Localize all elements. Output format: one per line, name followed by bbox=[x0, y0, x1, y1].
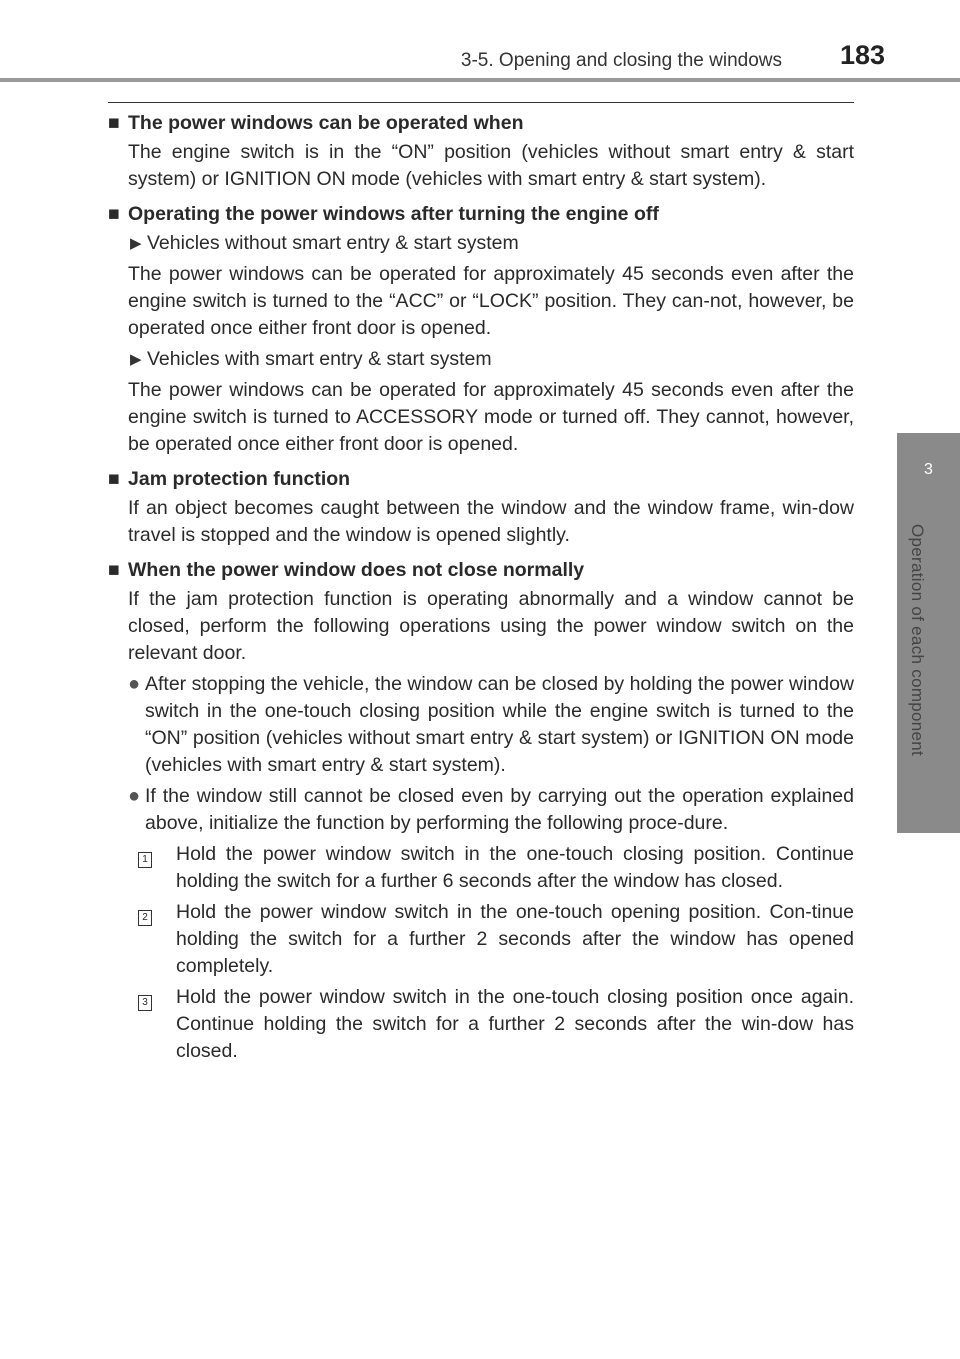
sub-heading-text: Vehicles with smart entry & start system bbox=[147, 348, 492, 370]
list-item-text: After stopping the vehicle, the window can be closed by holding the power window switch in the one-touch closing position while the engine switch is turned to the “ON” position (vehicles without smart entry & start system) or IGNITION ON mode (vehicles with smart entry & start system). bbox=[145, 673, 854, 776]
square-bullet-icon: ■ bbox=[108, 112, 120, 134]
header-rule bbox=[0, 78, 960, 82]
heading-text: Jam protection function bbox=[128, 468, 351, 490]
step-item bbox=[138, 984, 854, 1065]
list-item bbox=[128, 671, 854, 779]
sub-heading-text: Vehicles without smart entry & start system bbox=[147, 232, 519, 254]
step-text: Hold the power window switch in the one-touch opening position. Con-tinue holding the switch for a further 2 seconds after the window has opened completely. bbox=[176, 901, 854, 977]
sub-heading bbox=[128, 230, 854, 257]
step-number-box: 1 bbox=[138, 852, 152, 868]
square-bullet-icon: ■ bbox=[108, 468, 120, 490]
step-text: Hold the power window switch in the one-touch closing position once again. Continue holding the switch for a further 2 seconds after the win-dow has closed. bbox=[176, 986, 854, 1062]
circle-bullet-icon: ● bbox=[128, 673, 141, 695]
circle-bullet-icon: ● bbox=[128, 785, 141, 807]
heading-text: When the power window does not close normally bbox=[128, 559, 585, 581]
step-number-box: 3 bbox=[138, 995, 152, 1011]
list-item bbox=[128, 783, 854, 837]
paragraph: If an object becomes caught between the window and the window frame, win-dow travel is stopped and the window is opened slightly. bbox=[128, 497, 854, 546]
list-item-text: If the window still cannot be closed even by carrying out the operation explained above, initialize the function by performing the following proce-dure. bbox=[145, 785, 854, 834]
paragraph: The engine switch is in the “ON” position (vehicles without smart entry & start system) or IGNITION ON mode (vehicles with smart entry & start system). bbox=[128, 141, 854, 190]
step-item bbox=[138, 841, 854, 895]
paragraph: The power windows can be operated for approximately 45 seconds even after the engine switch is turned to the “ACC” or “LOCK” position. They can-not, however, be operated once either front door is opened. bbox=[128, 263, 854, 339]
paragraph: The power windows can be operated for approximately 45 seconds even after the engine switch is turned to ACCESSORY mode or turned off. They cannot, however, be operated once either front door is opened. bbox=[128, 379, 854, 455]
heading-text: Operating the power windows after turning the engine off bbox=[128, 203, 659, 225]
sub-heading bbox=[128, 346, 854, 373]
chapter-title: Operation of each component bbox=[908, 524, 927, 757]
page-number: 183 bbox=[839, 40, 885, 70]
step-item bbox=[138, 899, 854, 980]
chapter-number: 3 bbox=[924, 461, 933, 478]
heading-text: The power windows can be operated when bbox=[128, 112, 524, 134]
section-title: 3-5. Opening and closing the windows bbox=[460, 50, 782, 71]
content-rule bbox=[108, 102, 854, 103]
section-heading bbox=[108, 201, 854, 228]
step-text: Hold the power window switch in the one-touch closing position. Continue holding the switch for a further 6 seconds after the window has closed. bbox=[176, 843, 854, 892]
section-heading bbox=[108, 466, 854, 493]
section-heading bbox=[108, 557, 854, 584]
square-bullet-icon: ■ bbox=[108, 203, 120, 225]
step-number-box: 2 bbox=[138, 910, 152, 926]
page-content bbox=[108, 110, 854, 1069]
section-heading bbox=[108, 110, 854, 137]
arrow-right-icon: ▶ bbox=[130, 351, 142, 368]
arrow-right-icon: ▶ bbox=[130, 235, 142, 252]
square-bullet-icon: ■ bbox=[108, 559, 120, 581]
paragraph: If the jam protection function is operating abnormally and a window cannot be closed, perform the following operations using the power window switch on the relevant door. bbox=[128, 588, 854, 664]
